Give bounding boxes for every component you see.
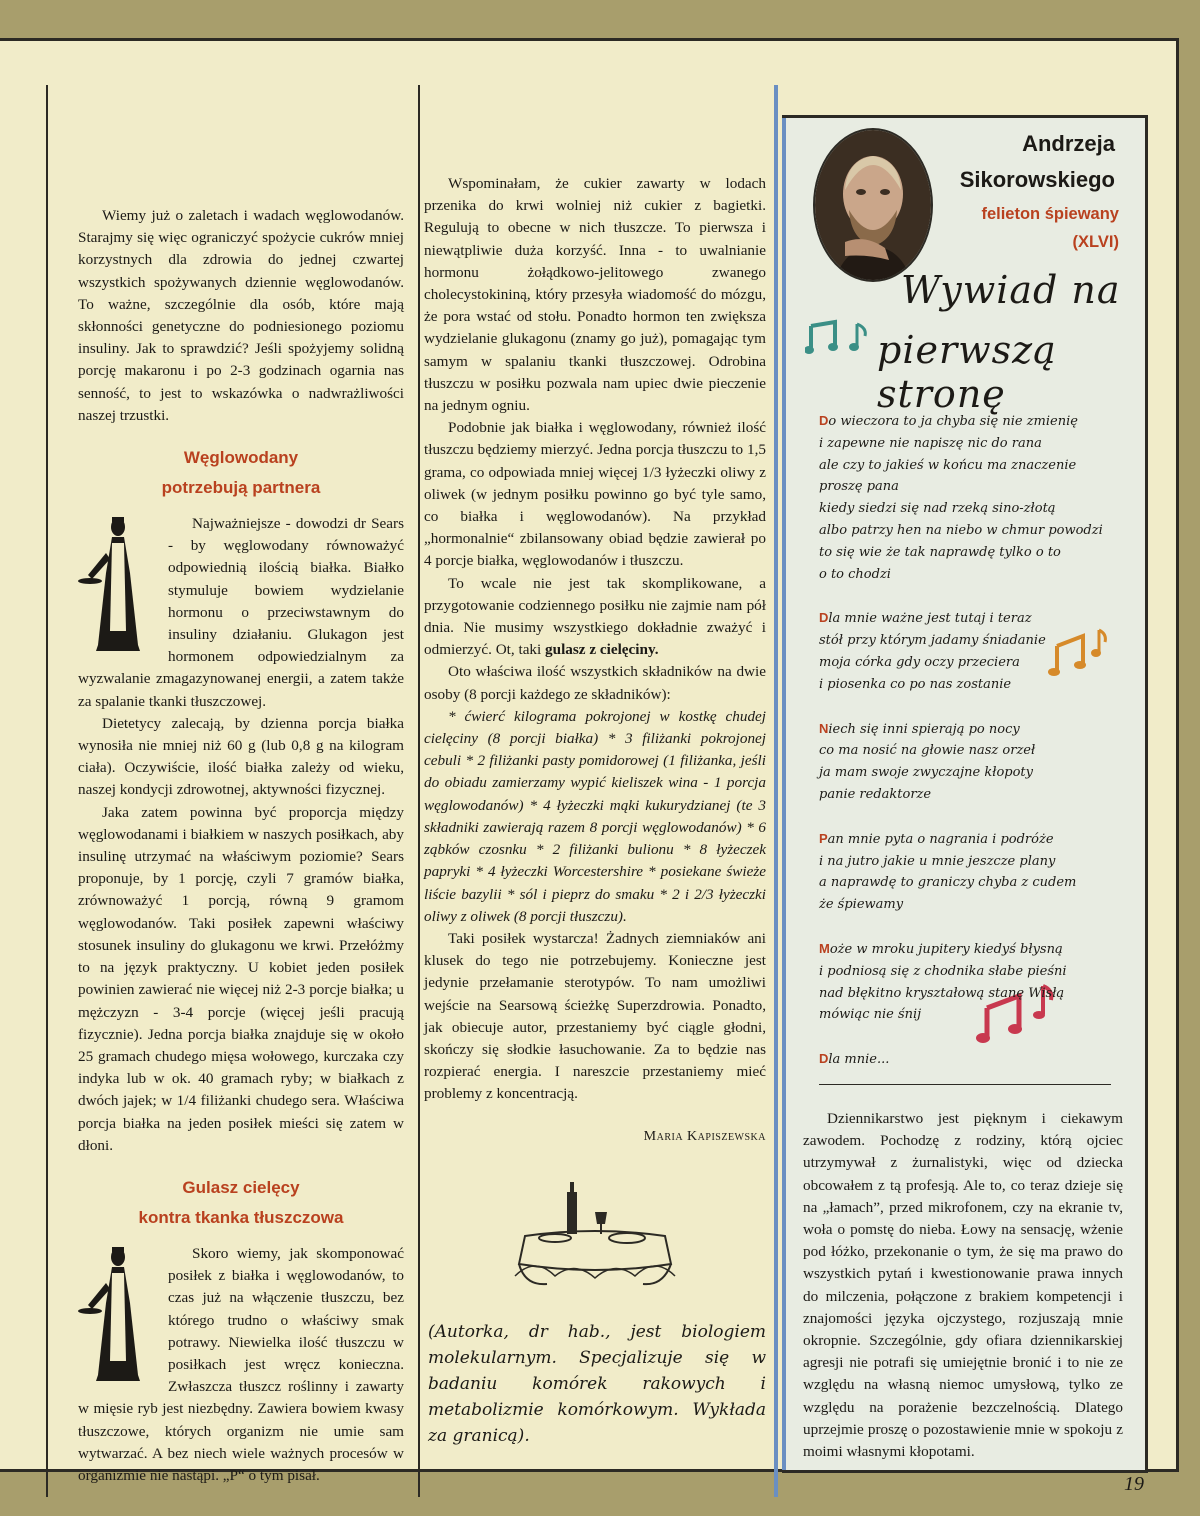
article-signature: Maria Kapiszewska — [643, 1128, 766, 1144]
stanza: Niech się inni spierają po nocy co ma nosić na głowie nasz orzeł ja mam swoje zwyczajne kłopoty panie redaktorze — [819, 720, 1036, 802]
paragraph-3: To wcale nie jest tak skomplikowane, a przygotowanie codziennego posiłku nie zajmie nam pół dnia. Nie musimy wszystkiego dokładnie zważyć i odmierzyć. Ot, taki gulasz z cielęciny. — [424, 574, 766, 659]
box-accent-stripe — [782, 118, 786, 1470]
recipe-name: gulasz z cielęciny. — [545, 641, 659, 659]
column-rule-left — [46, 85, 48, 1497]
paragraph-3: Jaka zatem powinna być proporcja między węglowodanami i białkiem w naszych posiłkach, aby insulinę utrzymać na właściwym poziomie? Sears proponuje, by 1 porcję, czyli 7 gramów białka, zrównoważyć 1 porcją, równą 9 gramom węglowodanów. Taki posiłek zapewni właściwy stosunek insuliny do glukagonu we krwi. Przełóżmy to na język praktyczny. U kobiet jeden posiłek powinien zawierać nie więcej niż 2-3 porcje białka; u mężczyzn - 3-4 porcje (więcej jeśli pracują fizycznie). Jedna porcja białka znajduje się w około 25 gramach chudego mięsa wołowego, kurczaka czy indyka lub w ok. 40 gramach ryby; w białkach z dwóch jajek; w 1/4 filiżanki chudego sera. Właściwa porcja białka na jeden posiłek mieści się zatem w dłoni. — [78, 803, 404, 1154]
paragraph-1: Najważniejsze - dowodzi dr Sears - by węglowodany równoważyć odpowiednią ilością białka. Białko stymuluje bowiem wydzielanie hormonu o przeciwstawnym do insuliny działaniu. Glukagon jest hormonem odpowiedzialnym za wyzwalanie zmagazynowanej energii, a zatem także za spalanie tkanki tłuszczowej. — [78, 515, 404, 710]
song-lyrics — [819, 410, 1129, 1093]
waiter-illustration — [78, 513, 158, 653]
stanza: Do wieczora to ja chyba się nie zmienię i zapewne nie napiszę nic do rana ale czy to jakieś w końcu ma znaczenie proszę pana kiedy siedzi się nad rzeką sino-złotą albo patrzy hen na niebo w chmur powodzi to się wie że tak naprawdę tylko o to o to chodzi — [819, 413, 1103, 582]
paragraph-2: Dietetycy zalecają, by dzienna porcja białka wynosiła nie mniej niż 60 g (lub 0,8 g na kilogram ciała). Oczywiście, ilość białka zależy od wieku, naszej kondycji zdrowotnej, aktywności fizycznej. — [78, 714, 404, 799]
paragraph-5: Taki posiłek wystarcza! Żadnych ziemniaków ani klusek do tego nie potrzebujemy. Konieczne jest jedynie przełamanie sterotypów. To nam umożliwi wejście na Searsową ścieżkę Superzdrowia. Ponadto, jak obiecuje autor, przestaniemy być ciągle głodni, skończy się słodkie łasuchowanie. Za to będzie nas rozpierać energia. I nareszcie przestaniemy mieć problemy z koncentracją. — [424, 929, 766, 1103]
column-rule-middle — [418, 85, 420, 1497]
paragraph-2: Podobnie jak białka i węglowodany, również ilość tłuszczu będziemy mierzyć. Jedna porcja tłuszczu to 1,5 grama, co odpowiada mniej więcej 1/3 łyżeczki oliwy z oliwek (w jednym posiłku powinno go być tyle samo, co białka i węglowodanów). Na przykład „hormonalnie“ zbilansowany obiad będzie zawierał po 4 porcje białka, węglowodanów i tłuszczu. — [424, 419, 766, 570]
recipe-ingredients: * ćwierć kilograma pokrojonej w kostkę chudej cielęciny (8 porcji białka) * 3 filiżanki pokrojonej cebuli * 2 filiżanki pasty pomidorowej (1 filiżanka, jeśli do obiadu zamierzamy wypić kieliszek wina - 1 porcja węglowodanów) * 4 łyżeczki mąki kukurydzianej (te 3 składniki zawierają razem 8 porcji węglowodanów) * 6 ząbków czosnku * 2 filiżanki bulionu * 8 łyżeczek papryki * 4 łyżeczki Worcestershire * posiekane świeże liście bazylii * sól i pieprz do smaku * 2 i 2/3 łyżeczki oliwy z oliwek (8 porcji tłuszczu). — [424, 707, 766, 925]
stanza: Może w mroku jupitery kiedyś błysną i podniosą się z chodnika słabe pieśni nad błękitno kryształową stanę Wisłą mówiąc nie śnij — [819, 940, 1067, 1023]
column-subtitle: felieton śpiewany (XLVI) — [981, 205, 1119, 251]
paragraph-1: Wspominałam, że cukier zawarty w lodach przenika do krwi wolniej niż cukier z bagietki. Regulują to obecne w nich tłuszcze. To pierwsza i niewątpliwie duża korzyść. Inna - to uwalnianie hormonu żołądkowo-jelitowego zwanego cholecystokininą, który przesyła wiadomość do mózgu, że pora wstać od stołu. Ponadto hormon ten zwiększa wydzielanie glukagonu (znamy go już), pomagając tym samym w spalaniu tkanki tłuszczowej. Odrobina tłuszczu w posiłku pozwala nam upiec dwie pieczenie na jednym ogniu. — [424, 175, 766, 415]
columnist-name: Andrzeja Sikorowskiego — [959, 131, 1115, 192]
section-heading-1: Węglowodany potrzebują partnera — [161, 448, 321, 498]
feuilleton-box — [782, 115, 1148, 1473]
waiter-illustration — [78, 1243, 158, 1383]
stanza: Dla mnie ważne jest tutaj i teraz stół przy którym jadamy śniadanie moja córka gdy oczy przeciera i piosenka co po nas zostanie — [819, 610, 1046, 692]
song-title-line-1: Wywiad na — [901, 268, 1121, 312]
stanza: Pan mnie pyta o nagrania i podróże i na jutro jakie u mnie jeszcze plany a naprawdę to graniczy chyba z cudem że śpiewamy — [819, 830, 1077, 913]
section-heading-2: Gulasz cielęcy kontra tkanka tłuszczowa — [138, 1177, 344, 1227]
author-note: (Autorka, dr hab., jest biologiem molekularnym. Specjalizuje się w badaniu komórek rakowych i metabolizmie komórkowym. Wykłada za granicą). — [428, 1322, 766, 1446]
intro-paragraph: Wiemy już o zaletach i wadach węglowodanów. Starajmy się więc ograniczyć spożycie cukrów mniej korzystnych dla zdrowia do jednej czwartej wszystkich spożywanych dziennie węglowodanów. To ważne, szczególnie dla osób, które mają skłonności genetyczne do podniesionego poziomu insuliny. Jak to sprawdzić? Jeśli spożyjemy solidną porcję makaronu i po 2-3 godzinach ogarnia nas senność, to jest to wskazówka o nadwrażliwości naszej trzustki. — [78, 207, 404, 424]
divider — [819, 1084, 1111, 1085]
middle-column — [424, 173, 766, 1446]
page-number: 19 — [1124, 1473, 1144, 1495]
paragraph-4: Skoro wiemy, jak skomponować posiłek z białka i węglowodanów, to czas już na włączenie tłuszczu, bez którego trudno o właściwy smak potrawy. Niewielka ilość tłuszczu w posiłkach jest wręcz konieczna. Zwłaszcza tłuszcz roślinny i zawarty w mięsie ryb jest niezbędny. Zawiera bowiem kwasy tłuszczowe, których organizm nie umie sam wytwarzać. A bez niech wiele ważnych procesów w organizmie nie nastąpi. „P“ o tym pisał. — [78, 1244, 404, 1484]
dinner-table-illustration — [495, 1176, 695, 1296]
stanza: Dla mnie... — [819, 1051, 890, 1068]
columnist-prose: Dziennikarstwo jest pięknym i ciekawym zawodem. Pochodzę z rodziny, którą ojciec utrzymywał z żurnalistyki, więc od dziecka obcowałem z tą profesją. Ale to, co teraz dzieje się na „łamach”, przed mikrofonem, czy na ekranie tv, woła o pomstę do nieba. Łowy na sensację, wżenie pod łóżko, przekonanie o tym, że się ma prawo do wszystkich pytań i kwestionowanie prawa innych do milczenia, połączone z brakiem kompetencji i znajomości języka ojczystego, rozjuszają mnie okropnie. Szczególnie, gdy ofiara dziennikarskiej agresji nie potrafi się umiejętnie bronić i to nie ze względu na własną niemoc umysłową, tylko ze względu na porażenie bezczelnością. Dlatego uprzejmie proszę o pozostawienie mnie w spokoju z moimi własnymi kłopotami. — [803, 1110, 1123, 1461]
paragraph-4: Oto właściwa ilość wszystkich składników na dwie osoby (8 porcji każdego ze składników): — [424, 663, 766, 703]
column-rule-right — [774, 85, 778, 1497]
left-column — [78, 205, 404, 1487]
song-title-line-2: pierwszą stronę — [877, 328, 1057, 416]
music-notes-icon — [805, 316, 875, 360]
author-portrait — [813, 128, 933, 282]
